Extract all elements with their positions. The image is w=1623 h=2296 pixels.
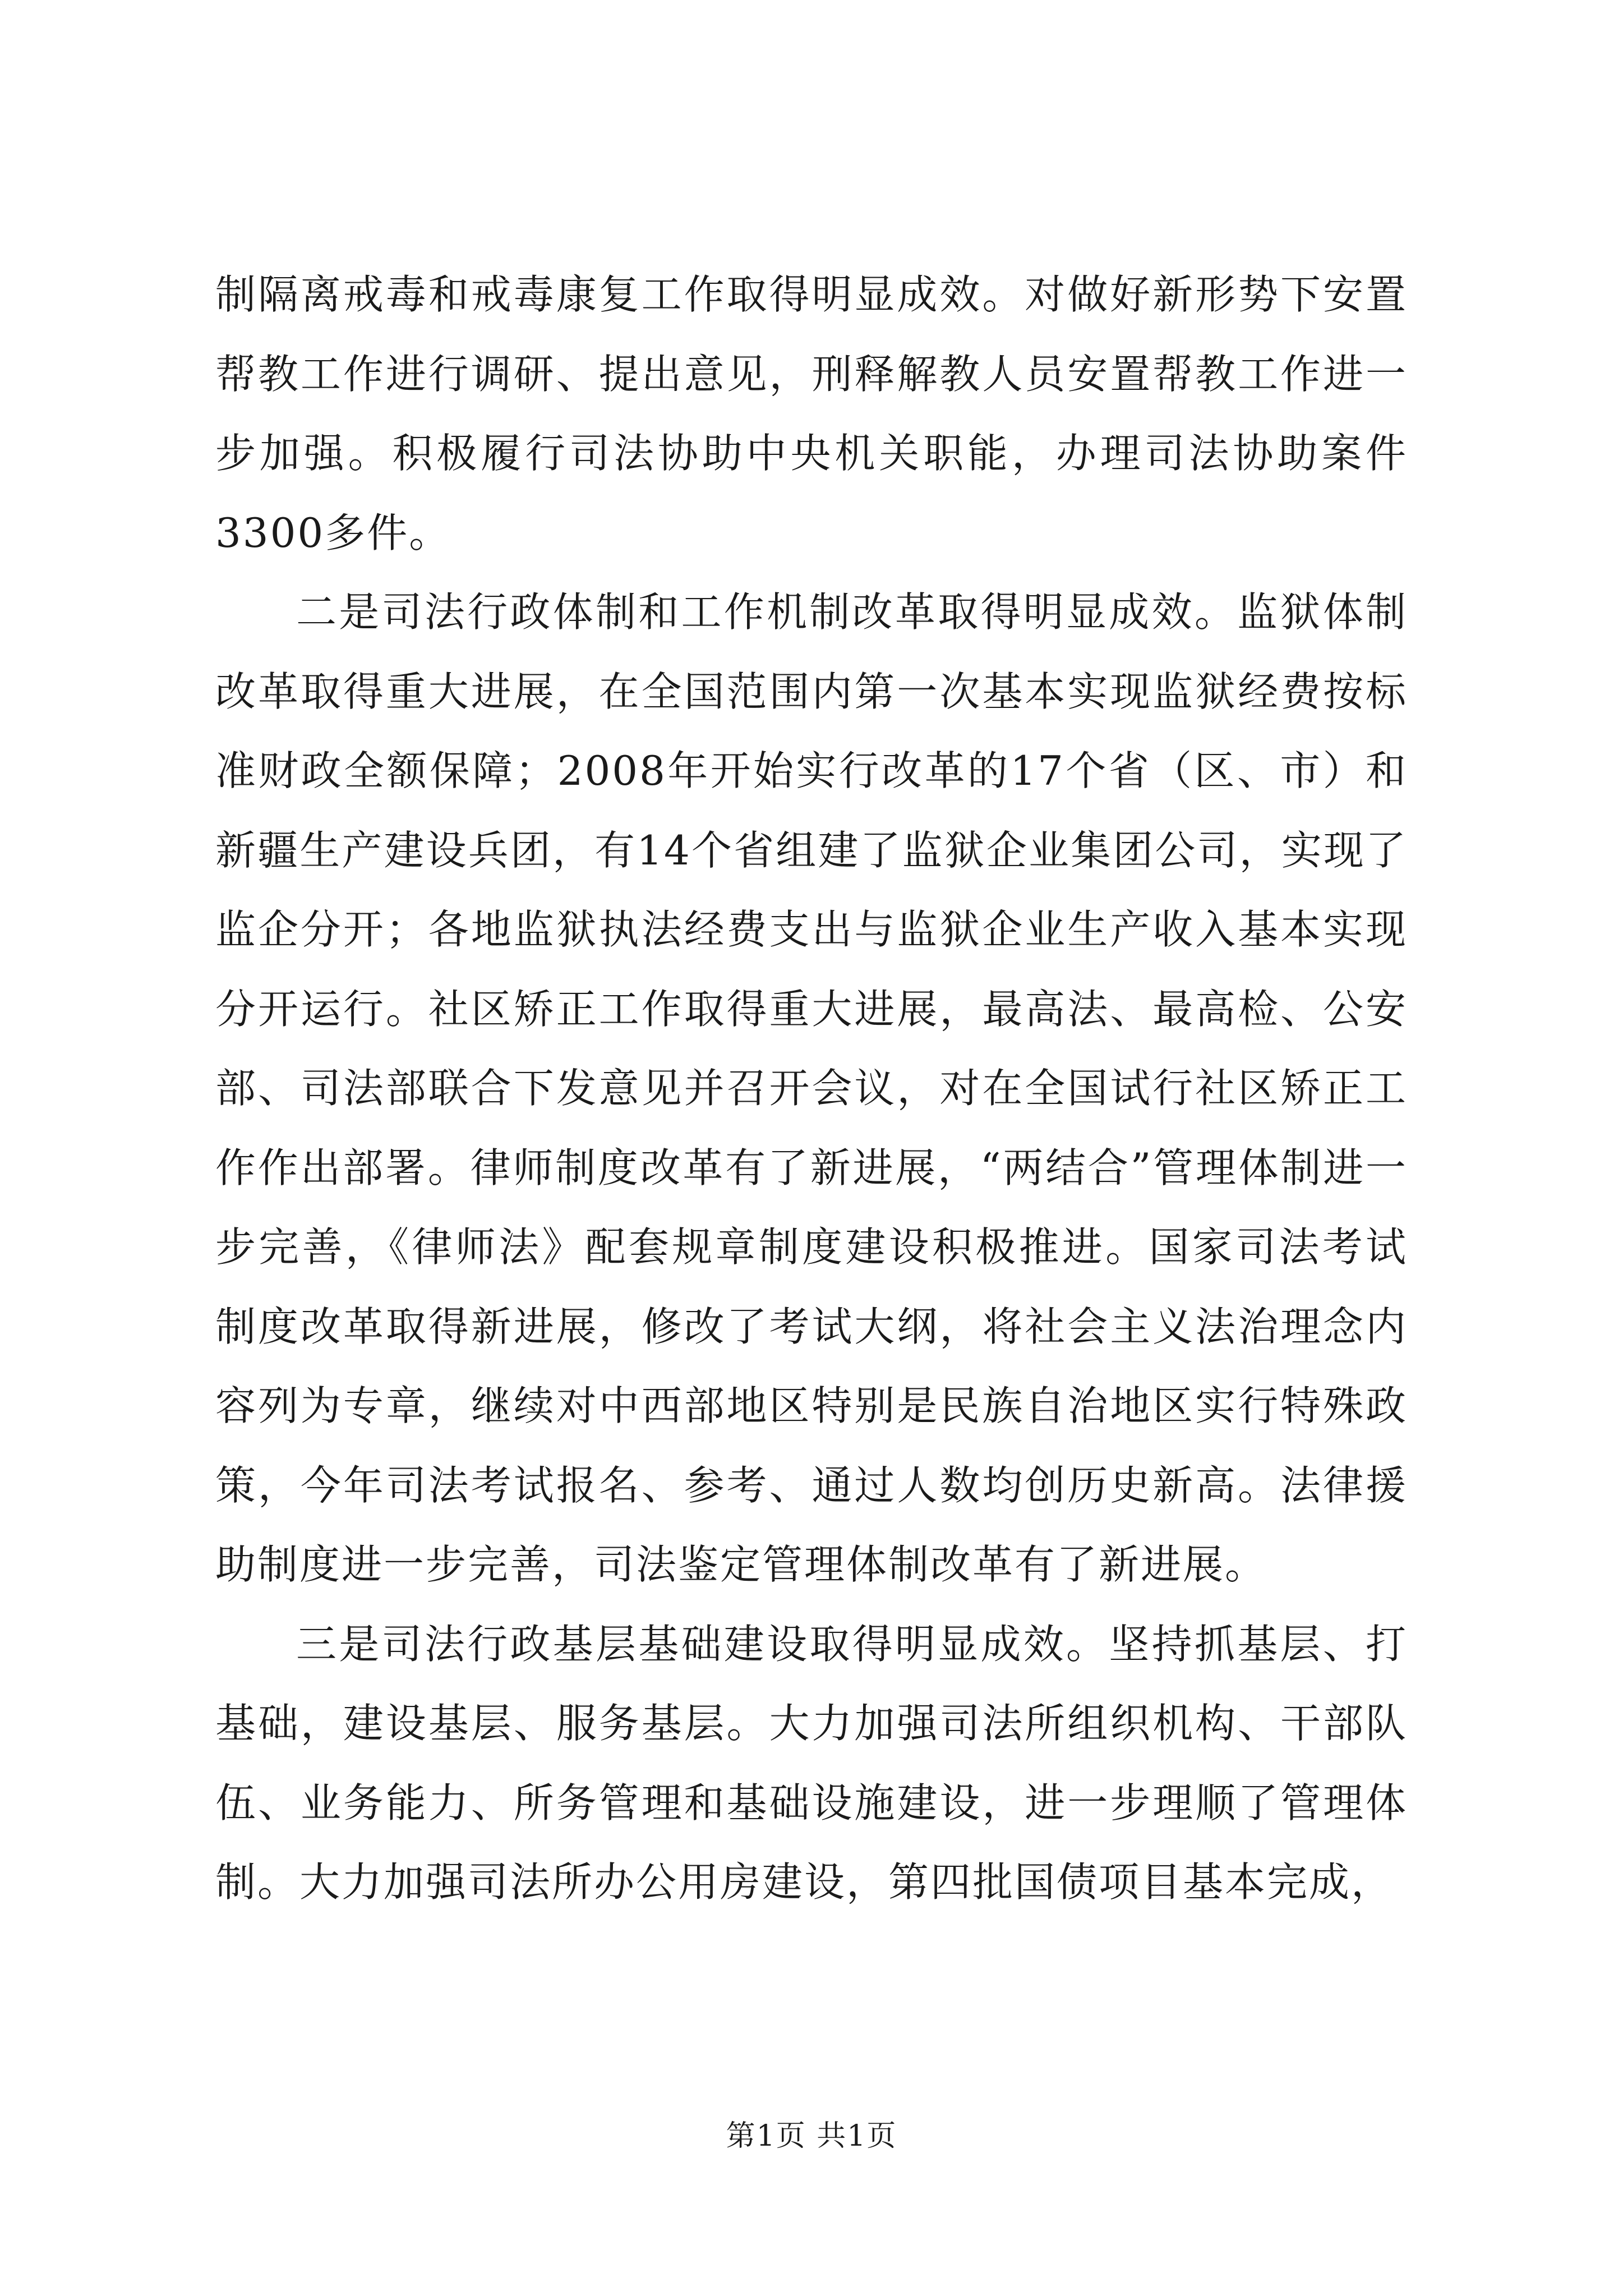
paragraph-3: 三是司法行政基层基础建设取得明显成效。坚持抓基层、打基础，建设基层、服务基层。大力加强司法所组织机构、干部队伍、业务能力、所务管理和基础设施建设，进一步理顺了管理体制。大力加强司法所办公用房建设，第四批国债项目基本完成，	[215, 1620, 1408, 1906]
document-body	[215, 255, 1408, 1922]
page-number: 第1页 共1页	[726, 2119, 897, 2153]
paragraph-2: 二是司法行政体制和工作机制改革取得明显成效。监狱体制改革取得重大进展，在全国范围内第一次基本实现监狱经费按标准财政全额保障；2008年开始实行改革的17个省（区、市）和新疆生产建设兵团，有14个省组建了监狱企业集团公司，实现了监企分开；各地监狱执法经费支出与监狱企业生产收入基本实现分开运行。社区矫正工作取得重大进展，最高法、最高检、公安部、司法部联合下发意见并召开会议，对在全国试行社区矫正工作作出部署。律师制度改革有了新进展，“两结合”管理体制进一步完善，《律师法》配套规章制度建设积极推进。国家司法考试制度改革取得新进展，修改了考试大纲，将社会主义法治理念内容列为专章，继续对中西部地区特别是民族自治地区实行特殊政策，今年司法考试报名、参考、通过人数均创历史新高。法律援助制度进一步完善，司法鉴定管理体制改革有了新进展。	[215, 588, 1408, 1588]
paragraph-1: 制隔离戒毒和戒毒康复工作取得明显成效。对做好新形势下安置帮教工作进行调研、提出意见，刑释解教人员安置帮教工作进一步加强。积极履行司法协助中央机关职能，办理司法协助案件3300多件。	[215, 271, 1408, 556]
page-footer	[0, 2112, 1623, 2154]
